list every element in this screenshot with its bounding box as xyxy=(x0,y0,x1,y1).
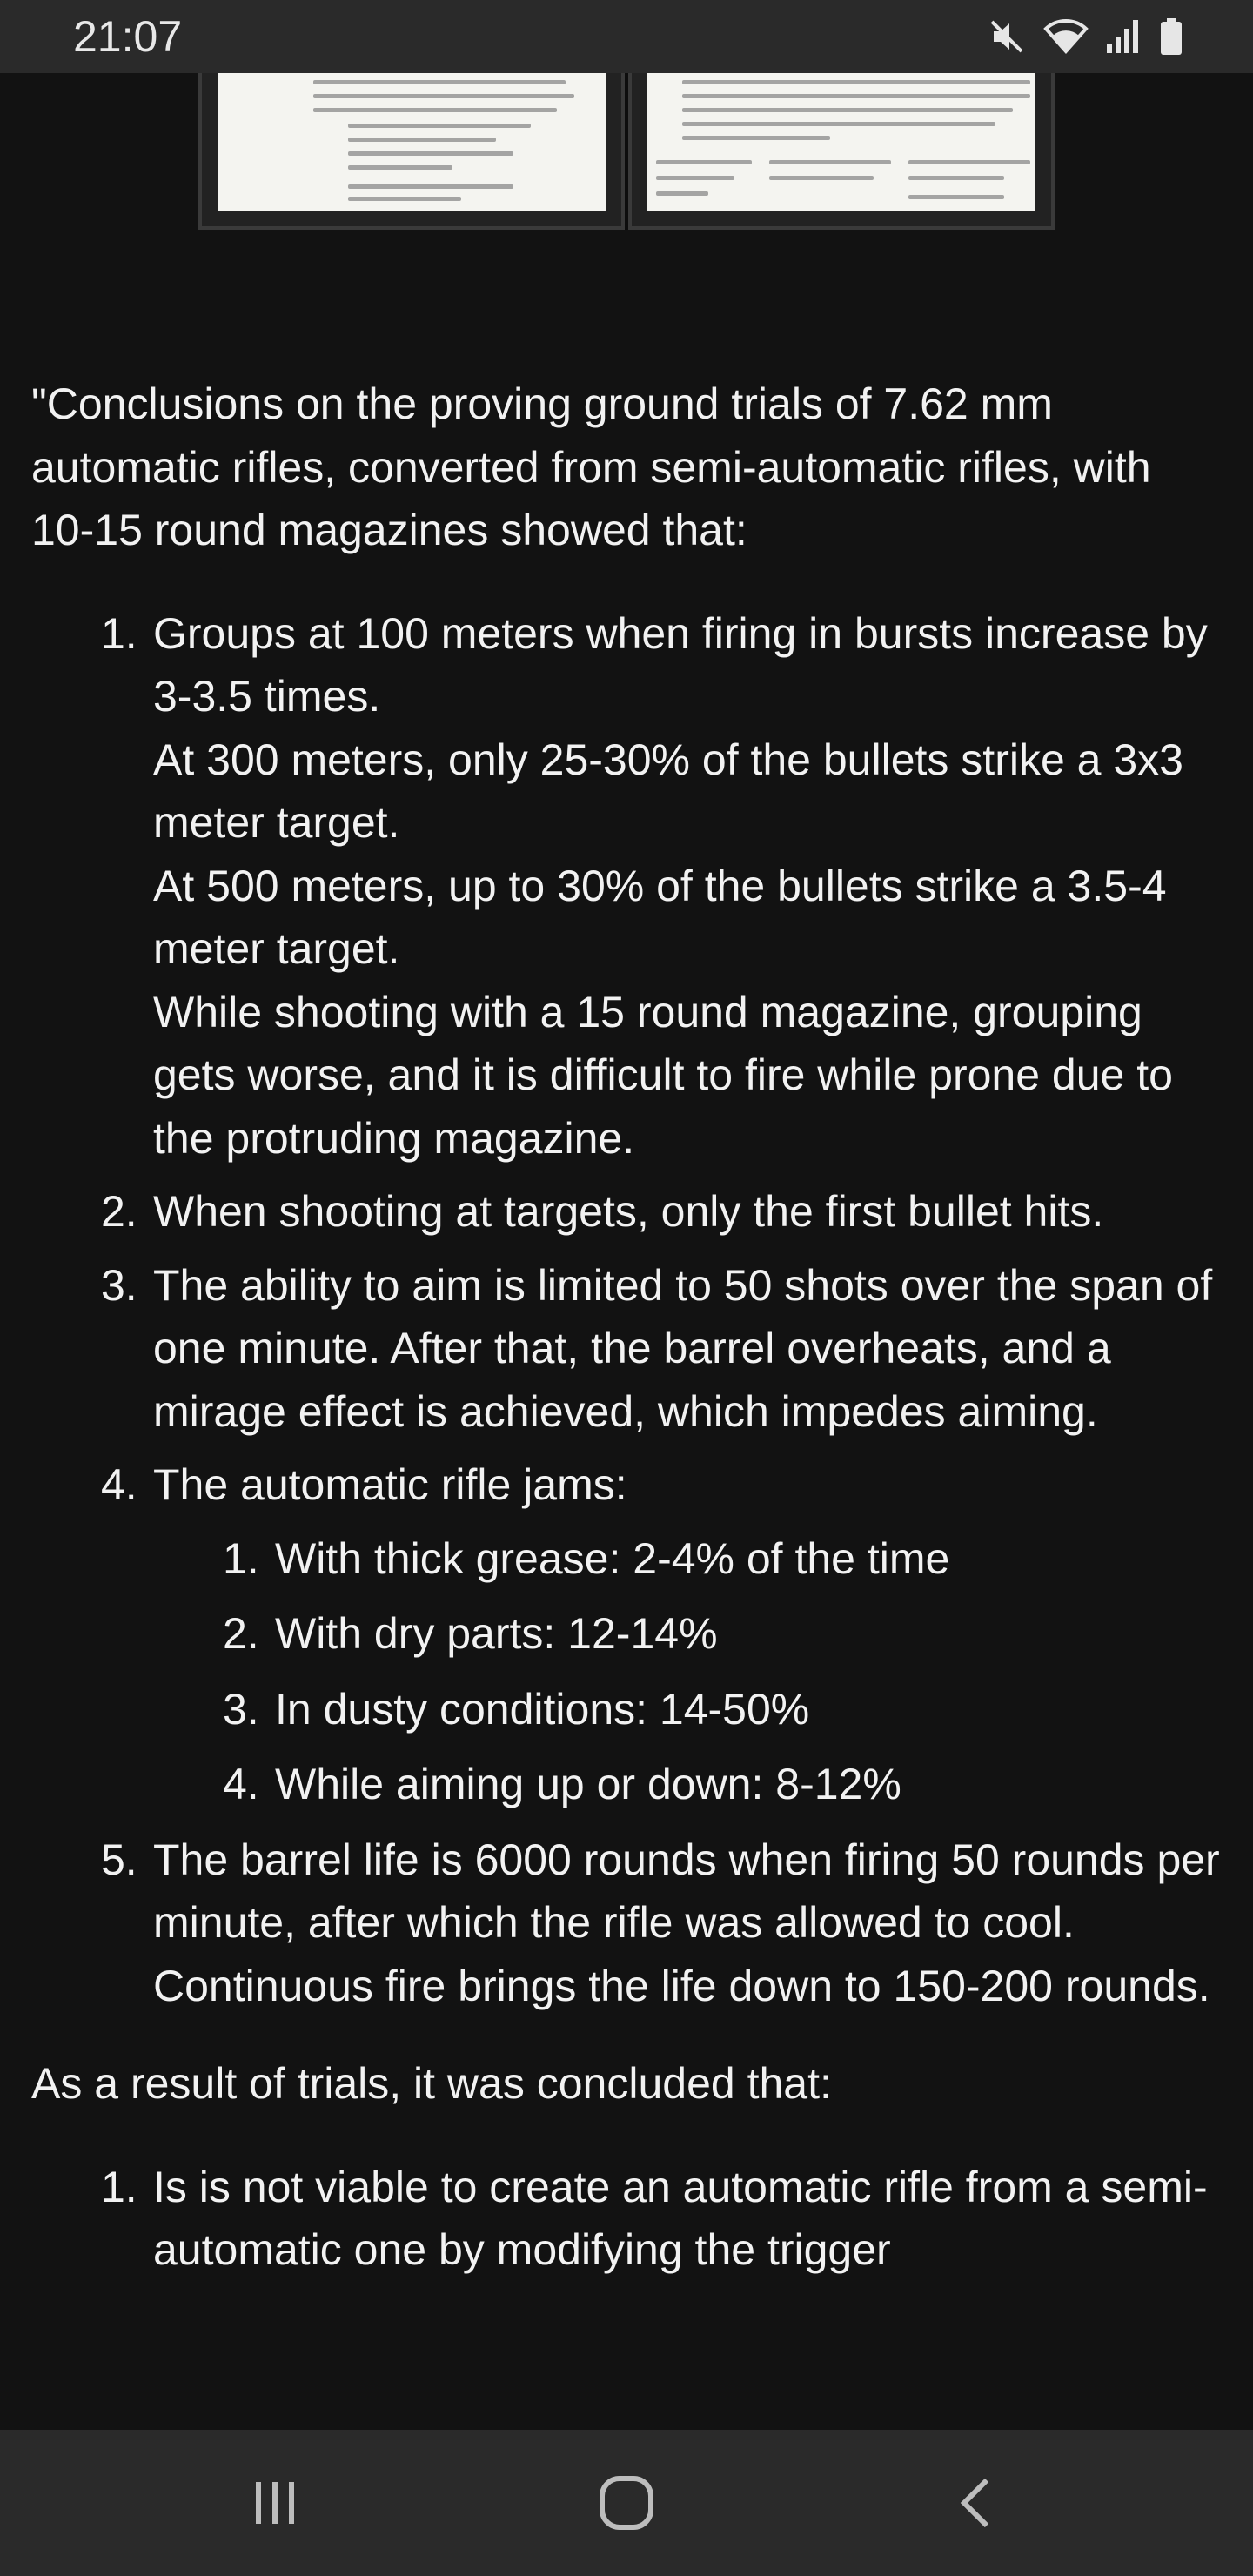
document-image-left[interactable] xyxy=(198,73,625,230)
navigation-bar xyxy=(0,2430,1253,2576)
list-text: The barrel life is 6000 rounds when firing 50 rounds per minute, after which the rifle was allowed to cool. Continuous fire brings the life down to 150-200 rounds. xyxy=(153,1835,1220,2010)
list-text: Is is not viable to create an automatic rifle from a semi-automatic one by modifying the trigger xyxy=(153,2162,1208,2274)
wifi-icon xyxy=(1042,17,1089,57)
list-text: While aiming up or down: 8-12% xyxy=(275,1760,901,1808)
list-number: 3. xyxy=(101,1260,137,1310)
status-bar xyxy=(0,0,1253,73)
findings-list xyxy=(31,602,1222,2018)
status-icons xyxy=(987,14,1183,59)
list-item xyxy=(31,1254,1222,1444)
list-text: In dusty conditions: 14-50% xyxy=(275,1684,810,1734)
list-number: 2. xyxy=(223,1609,259,1658)
recents-icon xyxy=(247,2475,303,2531)
list-text: At 500 meters, up to 30% of the bullets strike a 3.5-4 meter target. xyxy=(153,861,1167,973)
home-icon xyxy=(595,2472,658,2534)
home-button[interactable] xyxy=(574,2468,679,2538)
back-button[interactable] xyxy=(926,2468,1030,2538)
mute-icon xyxy=(987,17,1027,57)
status-time: 21:07 xyxy=(73,12,183,61)
article-body xyxy=(31,372,1222,2292)
list-item xyxy=(31,2156,1222,2282)
result-intro: As a result of trials, it was concluded that: xyxy=(31,2059,832,2108)
list-number: 3. xyxy=(223,1684,259,1734)
list-text: Groups at 100 meters when firing in bursts increase by 3-3.5 times. xyxy=(153,608,1208,721)
list-text: The ability to aim is limited to 50 shots over the span of one minute. After that, the barrel overheats, and a mirage effect is achieved, which impedes aiming. xyxy=(153,1260,1213,1436)
list-item xyxy=(31,1453,1222,1816)
document-paper xyxy=(218,73,606,211)
list-number: 1. xyxy=(101,2162,137,2211)
results-list xyxy=(31,2156,1222,2282)
list-text: With thick grease: 2-4% of the time xyxy=(275,1533,950,1583)
list-number: 1. xyxy=(223,1533,259,1583)
sub-list-item xyxy=(153,1678,1222,1741)
recents-button[interactable] xyxy=(223,2468,327,2538)
list-text: While shooting with a 15 round magazine, grouping gets worse, and it is difficult to fire while prone due to the protruding magazine. xyxy=(153,987,1173,1163)
sub-list-item xyxy=(153,1527,1222,1591)
signal-icon xyxy=(1105,17,1143,57)
list-item xyxy=(31,1828,1222,2018)
list-text: When shooting at targets, only the first bullet hits. xyxy=(153,1187,1104,1236)
sub-list-item xyxy=(153,1753,1222,1816)
list-number: 5. xyxy=(101,1835,137,1884)
jam-rates-list xyxy=(153,1527,1222,1816)
battery-icon xyxy=(1159,17,1183,57)
document-image-right[interactable] xyxy=(628,73,1055,230)
sub-list-item xyxy=(153,1602,1222,1666)
list-item xyxy=(31,1180,1222,1244)
article-intro: "Conclusions on the proving ground trials of 7.62 mm automatic rifles, converted from semi-automatic rifles, with 10-15 round magazines showed that: xyxy=(31,379,1151,554)
list-number: 4. xyxy=(223,1760,259,1808)
list-text: The automatic rifle jams: xyxy=(153,1460,627,1509)
document-images xyxy=(198,73,1055,230)
list-text: At 300 meters, only 25-30% of the bullets strike a 3x3 meter target. xyxy=(153,735,1183,847)
list-text: With dry parts: 12-14% xyxy=(275,1609,718,1658)
list-number: 4. xyxy=(101,1460,137,1509)
list-item xyxy=(31,602,1222,1171)
document-paper xyxy=(647,73,1035,211)
back-icon xyxy=(950,2475,1006,2531)
list-number: 1. xyxy=(101,608,137,658)
list-number: 2. xyxy=(101,1187,137,1236)
